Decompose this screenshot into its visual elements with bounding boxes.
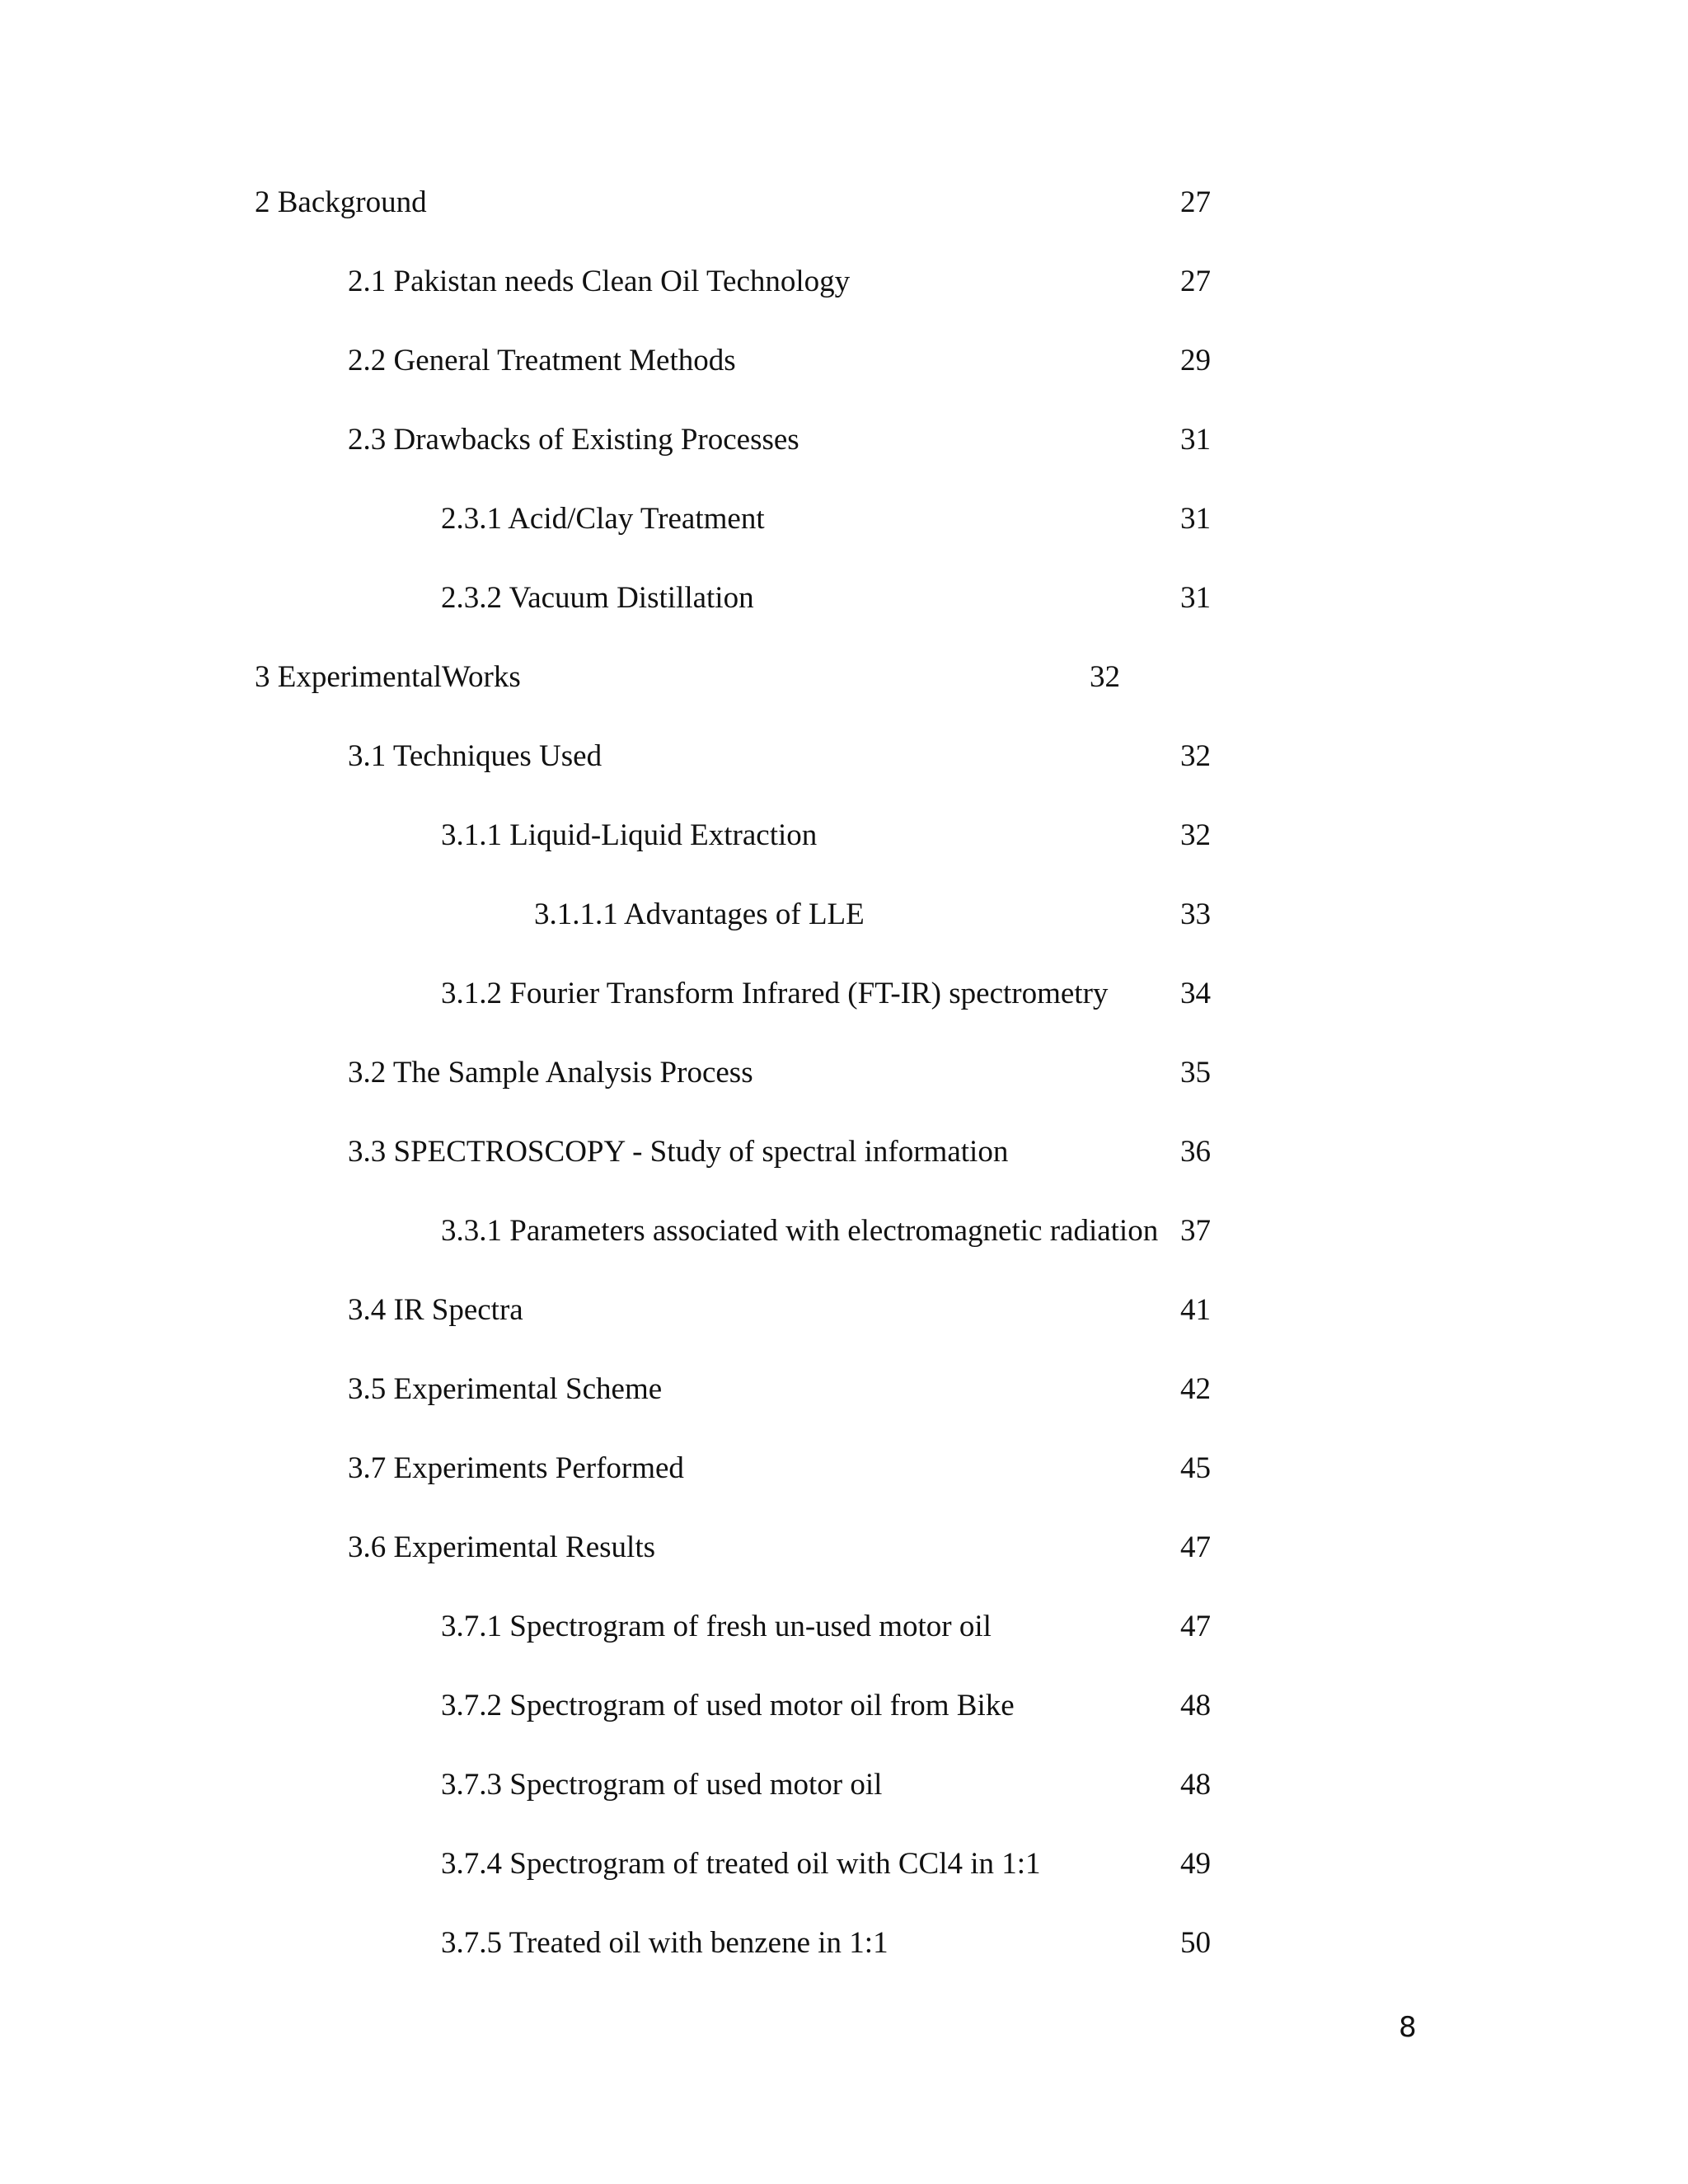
toc-entry-page: 37 — [1180, 1214, 1211, 1248]
toc-entry-page: 32 — [1180, 818, 1211, 852]
toc-entry-title: 3.7.2 Spectrogram of used motor oil from Bike — [441, 1689, 1015, 1722]
toc-entry-title: 2.3.2 Vacuum Distillation — [441, 581, 754, 615]
toc-entry-title: 3.1.2 Fourier Transform Infrared (FT-IR) spectrometry — [441, 977, 1109, 1010]
toc-entry-title: 3.2 The Sample Analysis Process — [348, 1056, 753, 1090]
toc-entry-page: 32 — [1090, 660, 1120, 694]
toc-entry-title: 3.7.4 Spectrogram of treated oil with CCl4 in 1:1 — [441, 1847, 1041, 1881]
toc-entry-page: 47 — [1180, 1530, 1211, 1564]
toc-entry-title: 3.7.5 Treated oil with benzene in 1:1 — [441, 1926, 889, 1960]
toc-entry-page: 27 — [1180, 185, 1211, 219]
toc-entry-title: 3.7.1 Spectrogram of fresh un-used motor oil — [441, 1610, 992, 1643]
toc-entry-title: 3.3 SPECTROSCOPY - Study of spectral information — [348, 1135, 1009, 1169]
toc-entry-title: 3.6 Experimental Results — [348, 1530, 656, 1564]
toc-entry-title: 3.1.1.1 Advantages of LLE — [534, 898, 865, 931]
toc-entry-page: 31 — [1180, 423, 1211, 457]
toc-entry-page: 48 — [1180, 1768, 1211, 1802]
toc-entry-page: 50 — [1180, 1926, 1211, 1960]
toc-entry-page: 31 — [1180, 502, 1211, 536]
toc-entry-title: 3.5 Experimental Scheme — [348, 1372, 663, 1406]
toc-entry-page: 42 — [1180, 1372, 1211, 1406]
toc-entry-page: 32 — [1180, 739, 1211, 773]
toc-entry-title: 3.1.1 Liquid-Liquid Extraction — [441, 818, 818, 852]
toc-entry-page: 49 — [1180, 1847, 1211, 1881]
toc-entry-page: 33 — [1180, 898, 1211, 931]
toc-entry-title: 3.3.1 Parameters associated with electromagnetic radiation — [441, 1214, 1159, 1248]
toc-entry-title: 3 ExperimentalWorks — [255, 660, 521, 694]
toc-entry-title: 3.7.3 Spectrogram of used motor oil — [441, 1768, 883, 1802]
toc-entry-page: 36 — [1180, 1135, 1211, 1169]
toc-entry-page: 47 — [1180, 1610, 1211, 1643]
page-number: 8 — [1399, 2011, 1417, 2044]
toc-entry-title: 3.4 IR Spectra — [348, 1293, 523, 1327]
toc-entry-title: 2.3.1 Acid/Clay Treatment — [441, 502, 765, 536]
toc-entry-page: 27 — [1180, 265, 1211, 298]
toc-entry-title: 3.1 Techniques Used — [348, 739, 603, 773]
toc-entry-title: 3.7 Experiments Performed — [348, 1451, 684, 1485]
toc-entry-page: 31 — [1180, 581, 1211, 615]
toc-entry-page: 29 — [1180, 344, 1211, 377]
toc-entry-page: 48 — [1180, 1689, 1211, 1722]
toc-entry-title: 2.2 General Treatment Methods — [348, 344, 736, 377]
toc-entry-title: 2.1 Pakistan needs Clean Oil Technology — [348, 265, 851, 298]
toc-entry-title: 2 Background — [255, 185, 427, 219]
toc-entry-page: 34 — [1180, 977, 1211, 1010]
toc-entry-page: 35 — [1180, 1056, 1211, 1090]
toc-entry-page: 41 — [1180, 1293, 1211, 1327]
toc-entry-title: 2.3 Drawbacks of Existing Processes — [348, 423, 799, 457]
toc-entry-page: 45 — [1180, 1451, 1211, 1485]
